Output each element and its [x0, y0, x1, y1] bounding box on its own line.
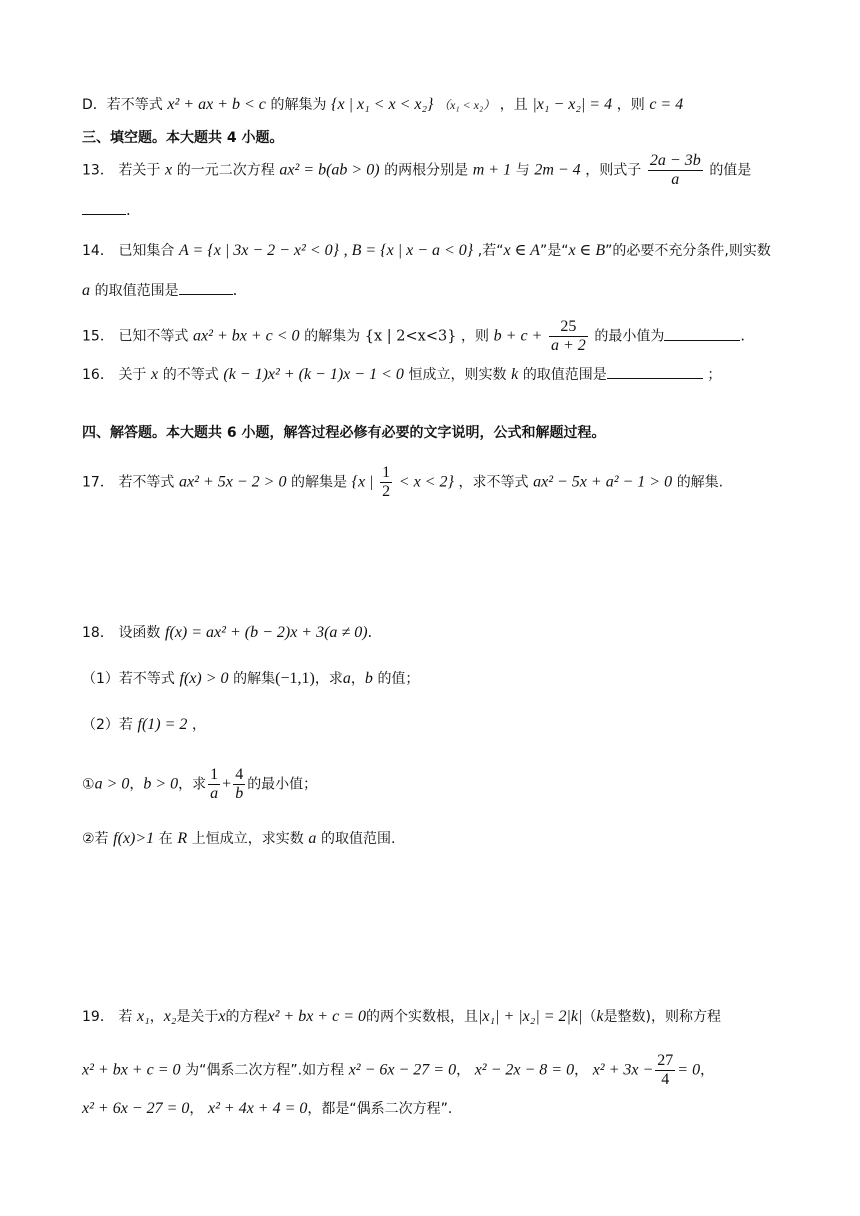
expression: f(x) > 0 — [179, 670, 229, 687]
text: . — [126, 203, 131, 219]
text: 若关于 — [118, 162, 161, 179]
fraction — [233, 766, 245, 803]
text: ， — [149, 1009, 164, 1025]
set-open: {x | — [351, 473, 374, 491]
inequality: ax² + 5x − 2 > 0 — [179, 473, 287, 491]
conclusion: c = 4 — [649, 96, 684, 113]
text: 的一元二次方程 — [176, 162, 275, 179]
text: 的取值范围是 — [94, 283, 179, 299]
answer-blank[interactable] — [664, 326, 740, 341]
set-close: < x < 2} — [398, 473, 454, 491]
text: 为“偶系二次方程”.如方程 — [185, 1062, 345, 1079]
numerator: 1 — [210, 766, 219, 783]
condition: x ∈ A — [503, 242, 540, 259]
variable: R — [177, 830, 188, 847]
example-equation: = 0 — [677, 1061, 701, 1079]
question-number: 19． — [82, 1009, 114, 1025]
expression: b + c + — [493, 327, 543, 345]
question-13-blank-line — [82, 200, 131, 222]
text: 的解集. — [676, 474, 724, 491]
fraction — [380, 464, 392, 501]
question-number: 14． — [82, 243, 114, 259]
text: 的最小值； — [247, 776, 318, 793]
text: 上恒成立，求实数 — [191, 831, 304, 847]
text: 的两根分别是 — [384, 162, 469, 179]
text: ，求 — [178, 776, 207, 793]
example-equation: x² − 2x − 8 = 0 — [474, 1061, 575, 1079]
solution-set: {x | 2<x<3} — [364, 328, 457, 345]
section-heading-fill-in: 三、填空题。本大题共 4 小题。 — [82, 130, 284, 146]
text: ，都是“偶系二次方程”. — [307, 1101, 453, 1117]
text: 的取值范围. — [321, 831, 396, 847]
text: ， — [192, 717, 207, 733]
variable: x — [165, 161, 173, 179]
text: . — [367, 625, 373, 641]
question-15 — [82, 318, 745, 355]
denominator: a — [210, 785, 219, 802]
text: ，则 — [616, 97, 645, 113]
text: 设函数 — [118, 625, 161, 641]
fraction — [208, 766, 220, 803]
question-number: 13． — [82, 162, 114, 179]
numerator: 4 — [235, 766, 244, 783]
text: 恒成立，则实数 — [408, 367, 507, 383]
question-number: 17． — [82, 474, 114, 491]
variable: k — [511, 366, 519, 383]
text: 与 — [515, 162, 530, 179]
condition: （x₁ < x₂） — [438, 98, 496, 112]
text: 的解集为 — [304, 328, 361, 345]
text: ，则 — [461, 328, 490, 345]
fraction — [648, 152, 703, 189]
abs-condition: |x₁ − x₂| = 4 — [532, 96, 613, 113]
option-d — [82, 94, 683, 116]
variable: a — [308, 830, 317, 847]
question-14-line-2 — [82, 280, 237, 302]
text: （ — [582, 1009, 597, 1025]
question-18-part-2 — [82, 714, 206, 736]
condition: a > 0 — [94, 775, 130, 793]
inequality: (k − 1)x² + (k − 1)x − 1 < 0 — [223, 366, 404, 383]
set-b: , B = {x | x − a < 0} — [343, 242, 474, 259]
text: ； — [707, 367, 722, 383]
question-19-line-3 — [82, 1098, 452, 1120]
text: 的不等式 — [162, 367, 219, 383]
inequality: x² + ax + b < c — [167, 96, 266, 113]
text: . — [740, 328, 745, 345]
text: 若不等式 — [118, 474, 175, 491]
question-19 — [82, 1006, 721, 1028]
equation: x² + bx + c = 0 — [267, 1008, 366, 1025]
question-18 — [82, 622, 372, 644]
variable: x — [151, 366, 159, 383]
set-a: A = {x | 3x − 2 − x² < 0} — [179, 242, 340, 259]
question-number: 15． — [82, 328, 114, 345]
inequality: ax² + bx + c < 0 — [193, 327, 300, 345]
numerator: 25 — [549, 318, 588, 337]
fraction — [549, 318, 588, 355]
text: 关于 — [118, 367, 147, 383]
text: ，且 — [499, 97, 528, 113]
denominator: 4 — [661, 1071, 670, 1088]
question-13 — [82, 152, 751, 189]
denominator: b — [235, 785, 244, 802]
text: 是关于 — [176, 1009, 219, 1025]
variable: a — [82, 282, 90, 299]
question-18-sub-1 — [82, 766, 317, 803]
text: 的解集是 — [291, 474, 348, 491]
text: ， — [574, 1062, 589, 1079]
text: ， — [350, 671, 365, 687]
variable: a — [342, 670, 351, 687]
question-19-line-2 — [82, 1052, 714, 1089]
text: （1）若不等式 — [82, 671, 175, 687]
function-definition: f(x) = ax² + (b − 2)x + 3(a ≠ 0) — [165, 624, 368, 641]
equation: x² + bx + c = 0 — [82, 1061, 181, 1079]
condition: x ∈ B — [568, 242, 606, 259]
interval: (−1,1) — [275, 670, 315, 687]
abs-condition: |x₁| + |x₂| = 2|k| — [478, 1008, 583, 1025]
numerator: 2a − 3b — [649, 152, 701, 169]
text: ， — [456, 1062, 471, 1079]
variable: x₂ — [163, 1008, 177, 1025]
answer-blank[interactable] — [179, 280, 233, 295]
text: . — [232, 283, 238, 299]
text: ”的必要不充分条件,则实数 — [605, 243, 771, 259]
variable: k — [596, 1008, 604, 1025]
question-16 — [82, 364, 721, 386]
numerator: 27 — [657, 1052, 674, 1069]
option-d-label: D．若不等式 — [82, 97, 163, 113]
solution-set: {x | x₁ < x < x₂} — [331, 96, 434, 113]
expression: f(x)>1 — [113, 830, 155, 847]
answer-blank[interactable] — [607, 364, 703, 379]
example-equation: x² + 6x − 27 = 0 — [82, 1100, 190, 1117]
numerator: 1 — [382, 464, 391, 481]
question-number: 18． — [82, 625, 114, 641]
question-17 — [82, 464, 723, 501]
question-18-part-1 — [82, 668, 419, 690]
text: 的值； — [377, 671, 420, 687]
text: 的解集 — [233, 671, 276, 687]
variable: b — [364, 670, 373, 687]
text: 的最小值为 — [594, 328, 665, 345]
operator: + — [222, 775, 232, 793]
example-equation: x² − 6x − 27 = 0 — [348, 1061, 457, 1079]
text: 已知不等式 — [118, 328, 189, 345]
text: 的取值范围是 — [522, 367, 607, 383]
question-14 — [82, 240, 771, 262]
text: ， — [129, 776, 144, 793]
fraction — [655, 1052, 675, 1089]
text: ，求不等式 — [458, 474, 529, 491]
text: （2）若 — [82, 717, 133, 733]
text: ， — [189, 1101, 204, 1117]
denominator: a + 2 — [550, 337, 586, 354]
answer-blank[interactable] — [82, 200, 126, 215]
denominator: 2 — [382, 483, 391, 500]
text: 是整数)，则称方程 — [603, 1009, 721, 1025]
root-1: m + 1 — [472, 161, 512, 179]
variable: x — [218, 1008, 226, 1025]
text: 的方程 — [225, 1009, 268, 1025]
example-equation: x² + 4x + 4 = 0 — [208, 1100, 308, 1117]
root-2: 2m − 4 — [534, 161, 581, 179]
text: 的解集为 — [270, 97, 327, 113]
text: 已知集合 — [118, 243, 175, 259]
question-18-sub-2 — [82, 828, 395, 850]
example-equation: x² + 3x − — [592, 1061, 654, 1079]
text: 的两个实数根，且 — [366, 1009, 478, 1025]
equation: ax² = b(ab > 0) — [279, 161, 380, 179]
text: ，求 — [314, 671, 343, 687]
text: ,若“ — [477, 243, 504, 259]
text: ， — [700, 1062, 715, 1079]
text: ”是“ — [539, 243, 569, 259]
condition: b > 0 — [143, 775, 179, 793]
question-number: 16． — [82, 367, 114, 383]
text: 在 — [158, 831, 173, 847]
circled-number: ① — [82, 776, 95, 793]
text: 的值是 — [709, 162, 752, 179]
text: ，则式子 — [585, 162, 642, 179]
text: 若 — [118, 1009, 133, 1025]
denominator: a — [671, 171, 680, 188]
inequality-2: ax² − 5x + a² − 1 > 0 — [533, 473, 673, 491]
text: ②若 — [82, 831, 109, 847]
expression: f(1) = 2 — [137, 716, 188, 733]
variable: x₁ — [137, 1008, 150, 1025]
section-heading-solutions: 四、解答题。本大题共 6 小题，解答过程必修有必要的文字说明，公式和解题过程。 — [82, 425, 606, 441]
